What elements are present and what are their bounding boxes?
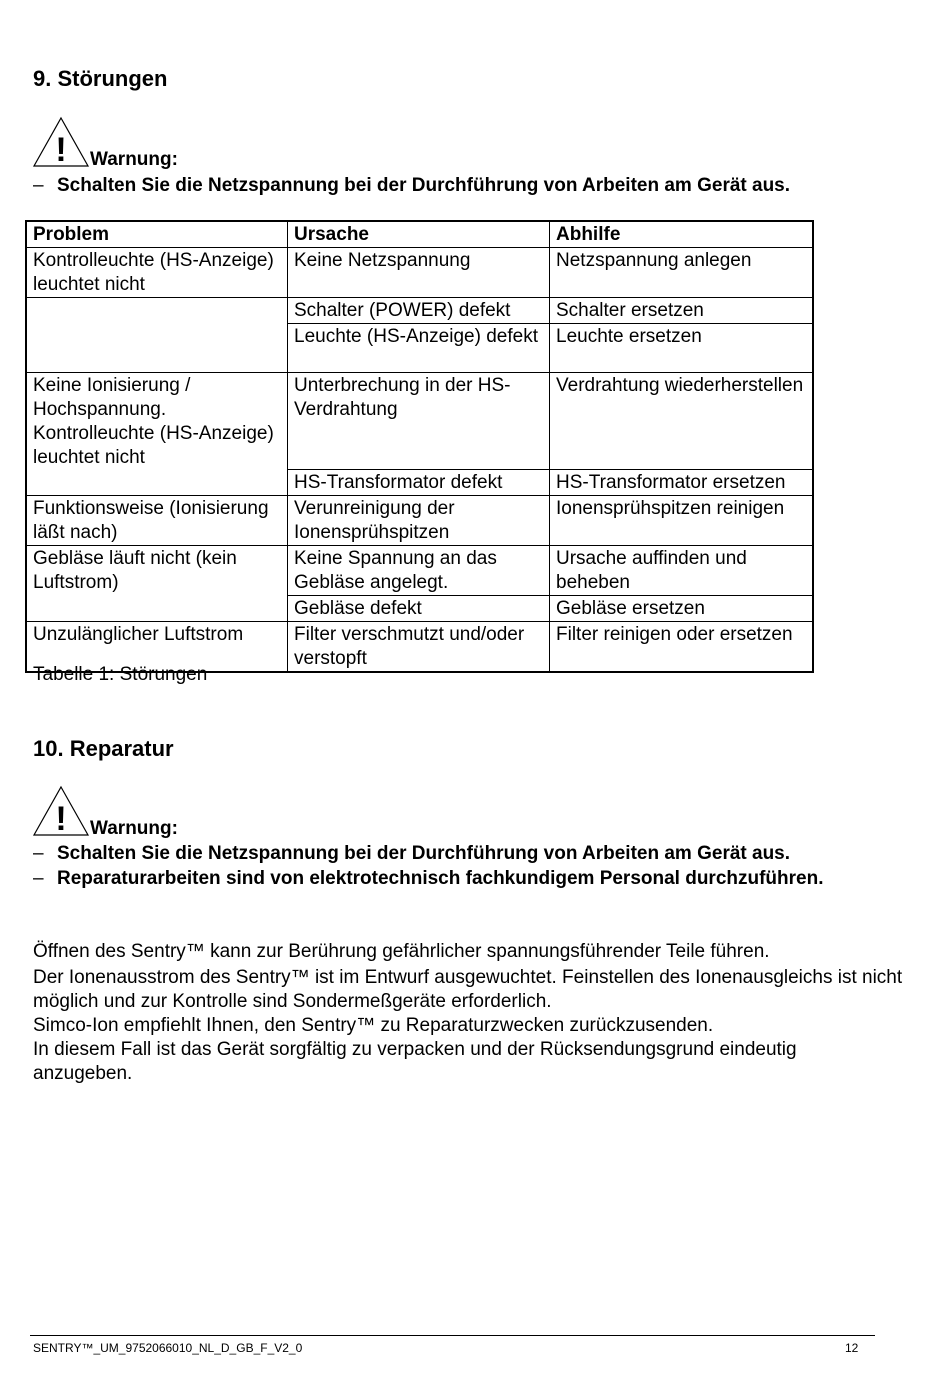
problem-cell: Gebläse läuft nicht (kein Luftstrom): [27, 546, 288, 622]
remedy-cell: Ionensprühspitzen reinigen: [550, 496, 813, 546]
body-paragraph: Der Ionenausstrom des Sentry™ ist im Entwurf ausgewuchtet. Feinstellen des Ionenausgleichs ist nicht möglich und zur Kontrolle sind Sondermeßgeräte erforderlich.: [33, 967, 903, 1012]
problem-cell: Unzulänglicher Luftstrom: [27, 622, 288, 672]
warning-label: Warnung:: [90, 149, 178, 170]
table-caption: Tabelle 1: Störungen: [33, 664, 208, 685]
problem-cell: Funktionsweise (Ionisierung läßt nach): [27, 496, 288, 546]
problem-cell: Keine Ionisierung / Hochspannung. Kontrolleuchte (HS-Anzeige) leuchtet nicht: [27, 373, 288, 496]
body-paragraph: Simco-Ion empfiehlt Ihnen, den Sentry™ zu Reparaturzwecken zurückzusenden.: [33, 1015, 714, 1036]
column-header-problem: Problem: [27, 222, 288, 248]
table-row: [27, 324, 813, 373]
warning-bullet: – Schalten Sie die Netzspannung bei der Durchführung von Arbeiten am Gerät aus.: [33, 175, 791, 196]
column-header-remedy: Abhilfe: [550, 222, 813, 248]
cause-cell: Keine Spannung an das Gebläse angelegt.: [288, 546, 550, 596]
remedy-cell: Gebläse ersetzen: [550, 596, 813, 622]
section-10-heading: 10. Reparatur: [33, 736, 174, 761]
table-row: [27, 298, 813, 324]
cause-cell: Leuchte (HS-Anzeige) defekt: [288, 324, 550, 373]
cause-cell: Gebläse defekt: [288, 596, 550, 622]
footer-divider: [30, 1335, 875, 1336]
remedy-cell: HS-Transformator ersetzen: [550, 470, 813, 496]
cause-cell: Filter verschmutzt und/oder verstopft: [288, 622, 550, 672]
table-row: [27, 496, 813, 546]
svg-text:!: !: [55, 131, 67, 168]
cause-cell: Unterbrechung in der HS-Verdrahtung: [288, 373, 550, 470]
table-row: [27, 546, 813, 596]
cause-cell: Schalter (POWER) defekt: [288, 298, 550, 324]
footer-doc-id: SENTRY™_UM_9752066010_NL_D_GB_F_V2_0: [33, 1341, 303, 1355]
remedy-cell: Netzspannung anlegen: [550, 248, 813, 298]
page-number: 12: [845, 1341, 859, 1355]
remedy-cell: Filter reinigen oder ersetzen: [550, 622, 813, 672]
section-9-heading: 9. Störungen: [33, 66, 168, 91]
warning-bullet: – Reparaturarbeiten sind von elektrotechnisch fachkundigem Personal durchzuführen.: [33, 868, 824, 889]
warning-triangle-icon: [32, 116, 90, 168]
remedy-cell: Schalter ersetzen: [550, 298, 813, 324]
warning-triangle-icon: [32, 785, 90, 837]
table-header-row: [27, 222, 813, 248]
body-paragraph: In diesem Fall ist das Gerät sorgfältig zu verpacken und der Rücksendungsgrund eindeutig anzugeben.: [33, 1039, 797, 1084]
problem-cell: [27, 298, 288, 324]
cause-cell: Verunreinigung der Ionensprühspitzen: [288, 496, 550, 546]
table-row: [27, 373, 813, 470]
column-header-cause: Ursache: [288, 222, 550, 248]
remedy-cell: Ursache auffinden und beheben: [550, 546, 813, 596]
warning-bullet: – Schalten Sie die Netzspannung bei der Durchführung von Arbeiten am Gerät aus.: [33, 843, 791, 864]
cause-cell: Keine Netzspannung: [288, 248, 550, 298]
table-row: [27, 248, 813, 298]
remedy-cell: Verdrahtung wiederherstellen: [550, 373, 813, 470]
problem-cell: Kontrolleuchte (HS-Anzeige) leuchtet nicht: [27, 248, 288, 298]
warning-label: Warnung:: [90, 818, 178, 839]
problem-cell: [27, 324, 288, 373]
troubleshooting-table: [26, 221, 813, 672]
body-paragraph: Öffnen des Sentry™ kann zur Berührung gefährlicher spannungsführender Teile führen.: [33, 941, 770, 962]
cause-cell: HS-Transformator defekt: [288, 470, 550, 496]
svg-text:!: !: [55, 800, 67, 837]
remedy-cell: Leuchte ersetzen: [550, 324, 813, 373]
